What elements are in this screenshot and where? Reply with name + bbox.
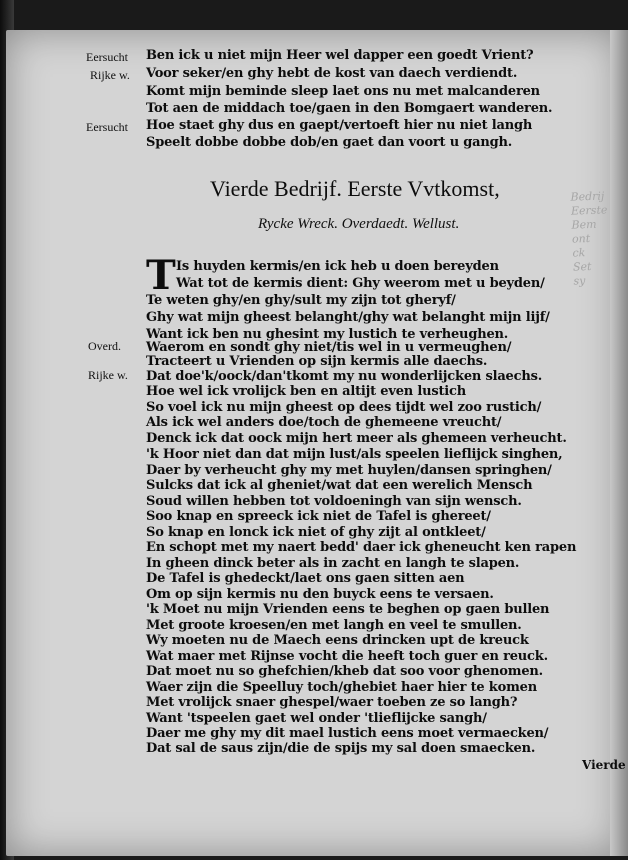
- verse-line: Ben ick u niet mijn Heer wel dapper een goedt Vrient?: [146, 48, 534, 63]
- verse-line: Dat sal de saus zijn/die de spijs my sal doen smaecken.: [146, 741, 536, 756]
- verse-line: Sulcks dat ick al gheniet/wat dat een werelich Mensch: [146, 478, 533, 493]
- drop-cap: T: [146, 252, 176, 299]
- verse-line: Daer by verheucht ghy my met huylen/dansen springhen/: [146, 463, 552, 478]
- verse-line: Waer zijn die Speelluy toch/ghebiet haer hier te komen: [146, 680, 537, 695]
- character-list: Rycke Wreck. Overdaedt. Wellust.: [258, 216, 460, 232]
- verse-line: Hoe wel ick vrolijck ben en altijt even lustich: [146, 384, 466, 399]
- verse-line: Voor seker/en ghy hebt de kost van daech verdiendt.: [146, 66, 518, 81]
- verse-line: Dat doe'k/oock/dan'tkomt my nu wonderlijcken slaechs.: [146, 369, 543, 384]
- verse-line: Speelt dobbe dobbe dob/en gaet dan voort u gangh.: [146, 135, 513, 150]
- verse-line: Soud willen hebben tot voldoeningh van sijn wensch.: [146, 494, 522, 509]
- verse-line: Met vrolijck snaer ghespel/waer toeben ze so langh?: [146, 695, 518, 710]
- verse-line: Als ick wel anders doe/toch de ghemeene vreucht/: [146, 415, 502, 430]
- verse-line: Daer me ghy my dit mael lustich eens moet vermaecken/: [146, 726, 549, 741]
- verse-line: 'k Hoor niet dan dat mijn lust/als speelen lieflijck singhen,: [146, 447, 563, 462]
- speaker-label: Eersucht: [86, 120, 128, 134]
- speaker-label: Overd.: [88, 339, 121, 353]
- verse-line: Denck ick dat oock mijn hert meer als ghemeen verheucht.: [146, 431, 567, 446]
- verse-line: Is huyden kermis/en ick heb u doen bereyden: [176, 259, 499, 274]
- verse-line: Om op sijn kermis nu den buyck eens te versaen.: [146, 587, 494, 602]
- verse-line: Ghy wat mijn gheest belanght/ghy wat belanght mijn lijf/: [146, 310, 550, 325]
- verse-line: So knap en lonck ick niet of ghy zijt al ontkleet/: [146, 525, 486, 540]
- verse-line: 'k Moet nu mijn Vrienden eens te beghen op gaen bullen: [146, 602, 550, 617]
- speaker-label: Rijke w.: [90, 68, 130, 82]
- act-heading: Vierde Bedrijf. Eerste Vvtkomst,: [210, 176, 500, 201]
- verse-line: Komt mijn beminde sleep laet ons nu met malcanderen: [146, 84, 540, 99]
- verse-line: Met groote kroesen/en met langh en veel te smullen.: [146, 618, 522, 633]
- verse-line: So voel ick nu mijn gheest op dees tijdt wel zoo rustich/: [146, 400, 542, 415]
- page-edge: [610, 30, 628, 856]
- verse-line: Hoe staet ghy dus en gaept/vertoeft hier nu niet langh: [146, 118, 533, 133]
- verse-line: Waerom en sondt ghy niet/tis wel in u vermeughen/: [146, 340, 512, 355]
- verse-line: In gheen dinck beter als in zacht en langh te slapen.: [146, 556, 520, 571]
- verse-line: Tracteert u Vrienden op sijn kermis alle daechs.: [146, 354, 488, 369]
- verse-line: Tot aen de middach toe/gaen in den Bomgaert wanderen.: [146, 101, 553, 116]
- verse-line: Wat tot de kermis dient: Ghy weerom met u beyden/: [176, 276, 545, 291]
- verse-line: De Tafel is ghedeckt/laet ons gaen sitten aen: [146, 571, 465, 586]
- verse-line: Want ick ben nu ghesint my lustich te verheughen.: [146, 327, 509, 342]
- verse-line: Dat moet nu so ghefchien/kheb dat soo voor ghenomen.: [146, 664, 543, 679]
- bleed-through-text: Bedrij Eerste Bem ont ck Set sy: [569, 189, 608, 288]
- verse-line: Wy moeten nu de Maech eens drincken upt de kreuck: [146, 633, 529, 648]
- catchword: Vierde: [582, 758, 626, 772]
- verse-line: En schopt met my naert bedd' daer ick gheneucht ken rapen: [146, 540, 577, 555]
- verse-line: Te weten ghy/en ghy/sult my zijn tot gheryf/: [146, 293, 456, 308]
- verse-line: Wat maer met Rijnse vocht die heeft toch guer en reuck.: [146, 649, 548, 664]
- speaker-label: Eersucht: [86, 50, 128, 64]
- verse-line: Soo knap en spreeck ick niet de Tafel is ghereet/: [146, 509, 491, 524]
- speaker-label: Rijke w.: [88, 368, 128, 382]
- verse-line: Want 'tspeelen gaet wel onder 'tlieflijcke sangh/: [146, 711, 487, 726]
